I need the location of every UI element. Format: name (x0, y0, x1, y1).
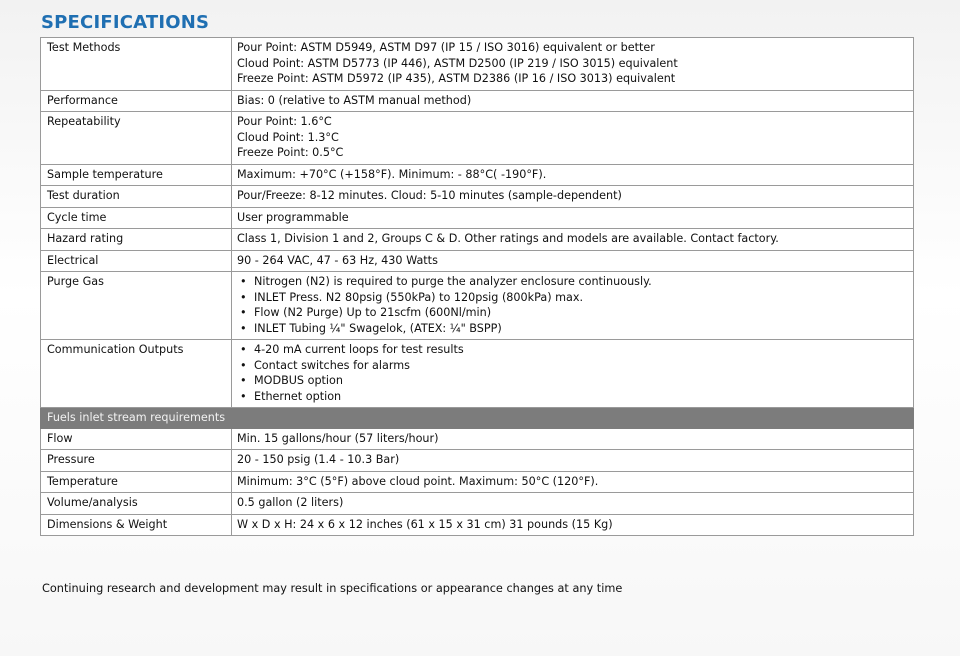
list-item: • Ethernet option (254, 389, 908, 405)
row-value (232, 229, 914, 251)
table-row (41, 493, 914, 515)
value-line: Pour/Freeze: 8-12 minutes. Cloud: 5-10 minutes (sample-dependent) (237, 189, 622, 202)
table-row (41, 186, 914, 208)
table-row (41, 428, 914, 450)
table-row (41, 450, 914, 472)
row-value (232, 186, 914, 208)
table-row (41, 90, 914, 112)
list-item: • Contact switches for alarms (254, 358, 908, 374)
list-item: • INLET Press. N2 80psig (550kPa) to 120psig (800kPa) max. (254, 290, 908, 306)
list-item: • Flow (N2 Purge) Up to 21scfm (600Nl/min) (254, 305, 908, 321)
row-label: Hazard rating (41, 229, 232, 251)
row-label: Cycle time (41, 207, 232, 229)
value-line: Cloud Point: ASTM D5773 (IP 446), ASTM D2500 (IP 219 / ISO 3015) equivalent (237, 56, 678, 70)
value-line: Freeze Point: 0.5°C (237, 146, 344, 159)
row-label: Electrical (41, 250, 232, 272)
row-label: Repeatability (41, 112, 232, 165)
value-line: Class 1, Division 1 and 2, Groups C & D. Other ratings and models are available. Contact factory. (237, 232, 779, 245)
specifications-table (40, 37, 914, 536)
table-row (41, 471, 914, 493)
table-row (41, 207, 914, 229)
row-value (232, 112, 914, 165)
value-line: Freeze Point: ASTM D5972 (IP 435), ASTM D2386 (IP 16 / ISO 3013) equivalent (237, 72, 676, 85)
row-value: Minimum: 3°C (5°F) above cloud point. Maximum: 50°C (120°F). (232, 471, 914, 493)
row-value: Min. 15 gallons/hour (57 liters/hour) (232, 428, 914, 450)
list-item: • 4-20 mA current loops for test results (254, 342, 908, 358)
table-row (41, 112, 914, 165)
row-label: Performance (41, 90, 232, 112)
list-item: • Nitrogen (N2) is required to purge the analyzer enclosure continuously. (254, 274, 908, 290)
row-value (232, 340, 914, 408)
table-row (41, 250, 914, 272)
row-label: Temperature (41, 471, 232, 493)
row-value: W x D x H: 24 x 6 x 12 inches (61 x 15 x 31 cm) 31 pounds (15 Kg) (232, 514, 914, 536)
row-value (232, 38, 914, 91)
row-value (232, 272, 914, 340)
table-row (41, 38, 914, 91)
table-row (41, 514, 914, 536)
bullet-list (237, 274, 908, 336)
row-value (232, 90, 914, 112)
row-value: 0.5 gallon (2 liters) (232, 493, 914, 515)
row-value (232, 164, 914, 186)
value-line: Pour Point: ASTM D5949, ASTM D97 (IP 15 / ISO 3016) equivalent or better (237, 41, 655, 54)
row-label: Sample temperature (41, 164, 232, 186)
row-label: Test Methods (41, 38, 232, 91)
table-row (41, 164, 914, 186)
row-label: Purge Gas (41, 272, 232, 340)
row-label: Pressure (41, 450, 232, 472)
value-line: User programmable (237, 210, 349, 224)
table-row (41, 229, 914, 251)
list-item: • INLET Tubing ¼" Swagelok, (ATEX: ¼" BSPP) (254, 321, 908, 337)
table-row (41, 272, 914, 340)
list-item: • MODBUS option (254, 373, 908, 389)
row-label: Flow (41, 428, 232, 450)
footnote: Continuing research and development may result in specifications or appearance changes at any time (42, 582, 623, 595)
row-label: Communication Outputs (41, 340, 232, 408)
section-title: Fuels inlet stream requirements (41, 408, 914, 429)
value-line: Maximum: +70°C (+158°F). Minimum: - 88°C( -190°F). (237, 167, 547, 181)
row-value: 20 - 150 psig (1.4 - 10.3 Bar) (232, 450, 914, 472)
row-value (232, 250, 914, 272)
section-header-row (41, 408, 914, 429)
value-line: Bias: 0 (relative to ASTM manual method) (237, 93, 472, 107)
value-line: 90 - 264 VAC, 47 - 63 Hz, 430 Watts (237, 253, 438, 267)
row-value (232, 207, 914, 229)
table-row (41, 340, 914, 408)
value-line: Cloud Point: 1.3°C (237, 130, 339, 144)
bullet-list (237, 342, 908, 404)
value-line: Pour Point: 1.6°C (237, 115, 332, 128)
row-label: Dimensions & Weight (41, 514, 232, 536)
row-label: Test duration (41, 186, 232, 208)
row-label: Volume/analysis (41, 493, 232, 515)
page-title: SPECIFICATIONS (41, 12, 210, 33)
